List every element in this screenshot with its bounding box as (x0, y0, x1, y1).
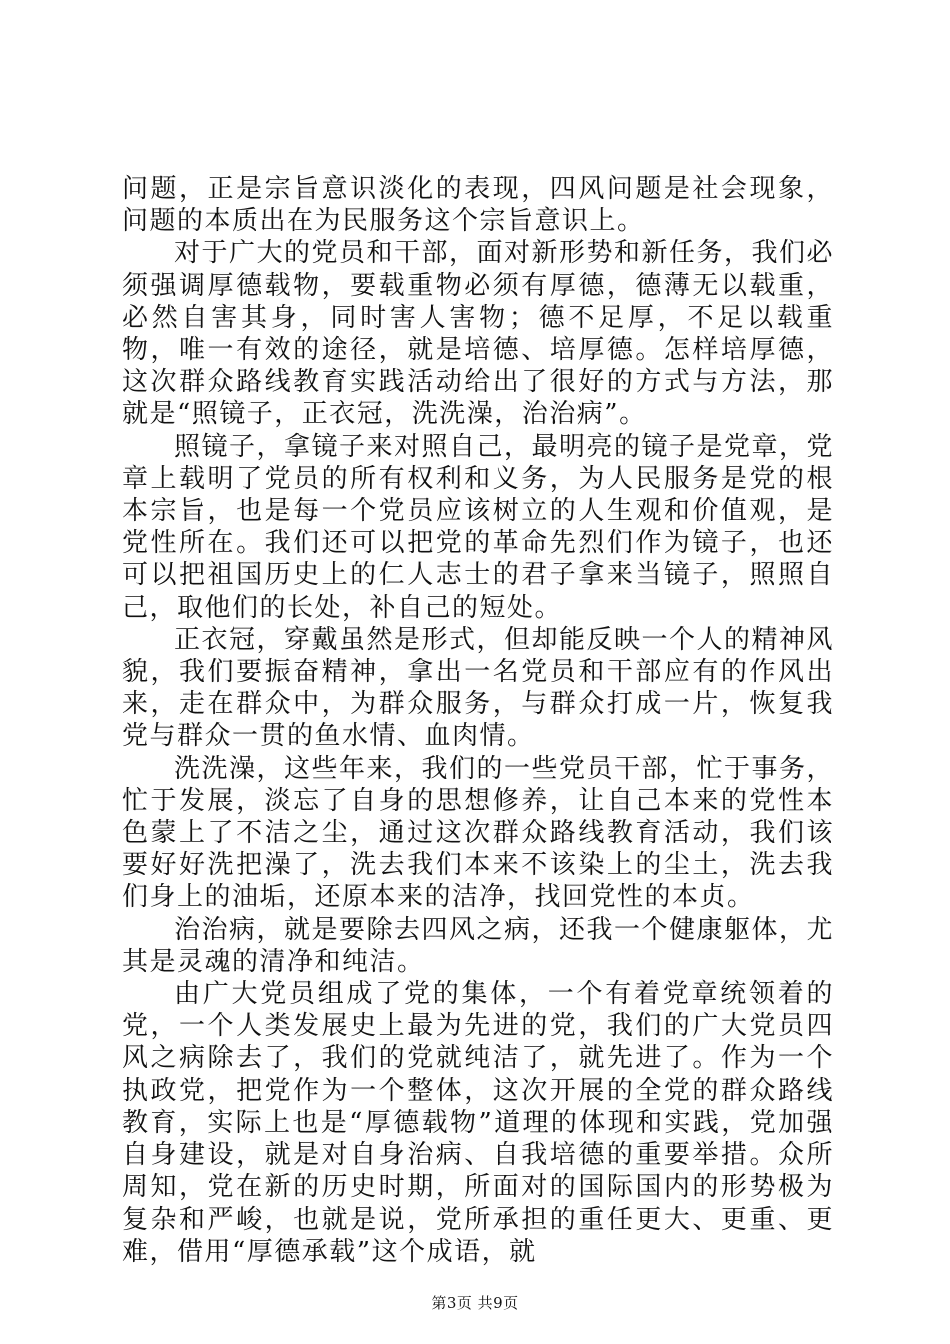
paragraph-zhi-zhibing: 治治病，就是要除去四风之病，还我一个健康躯体，尤其是灵魂的清净和纯洁。 (122, 914, 835, 977)
document-body (122, 173, 834, 1268)
paragraph-zheng-yiguan: 正衣冠，穿戴虽然是形式，但却能反映一个人的精神风貌，我们要振奋精神，拿出一名党员和干部应有的作风出来，走在群众中，为群众服务，与群众打成一片，恢复我党与群众一贯的鱼水情、血肉情。 (122, 624, 835, 752)
page-number-footer: 第3页 共9页 (431, 1294, 519, 1312)
paragraph-houde-zaiwu: 对于广大的党员和干部，面对新形势和新任务，我们必须强调厚德载物，要载重物必须有厚德，德薄无以载重，必然自害其身，同时害人害物；德不足厚，不足以载重物，唯一有效的途径，就是培德、培厚德。怎样培厚德，这次群众路线教育实践活动给出了很好的方式与方法，那就是“照镜子，正衣冠，洗洗澡，治治病”。 (122, 238, 835, 430)
paragraph-continuation: 问题，正是宗旨意识淡化的表现，四风问题是社会现象，问题的本质出在为民服务这个宗旨意识上。 (122, 174, 834, 237)
paragraph-party-collective: 由广大党员组成了党的集体，一个有着党章统领着的党，一个人类发展史上最为先进的党，我们的广大党员四风之病除去了，我们的党就纯洁了，就先进了。作为一个执政党，把党作为一个整体，这次开展的全党的群众路线教育，实际上也是“厚德载物”道理的体现和实践，党加强自身建设，就是对自身治病、自我培德的重要举措。众所周知，党在新的历史时期，所面对的国际国内的形势极为复杂和严峻，也就是说，党所承担的重任更大、更重、更难，借用“厚德承载”这个成语，就 (122, 979, 834, 1267)
paragraph-xi-xizao: 洗洗澡，这些年来，我们的一些党员干部，忙于事务，忙于发展，淡忘了自身的思想修养，让自己本来的党性本色蒙上了不洁之尘，通过这次群众路线教育活动，我们该要好好洗把澡了，洗去我们本来不该染上的尘土，洗去我们身上的油垢，还原本来的洁净，找回党性的本贞。 (122, 753, 835, 913)
paragraph-zhao-jingzi: 照镜子，拿镜子来对照自己，最明亮的镜子是党章，党章上载明了党员的所有权利和义务，为人民服务是党的根本宗旨，也是每一个党员应该树立的人生观和价值观，是党性所在。我们还可以把党的革命先烈们作为镜子，也还可以把祖国历史上的仁人志士的君子拿来当镜子，照照自己，取他们的长处，补自己的短处。 (122, 431, 835, 623)
